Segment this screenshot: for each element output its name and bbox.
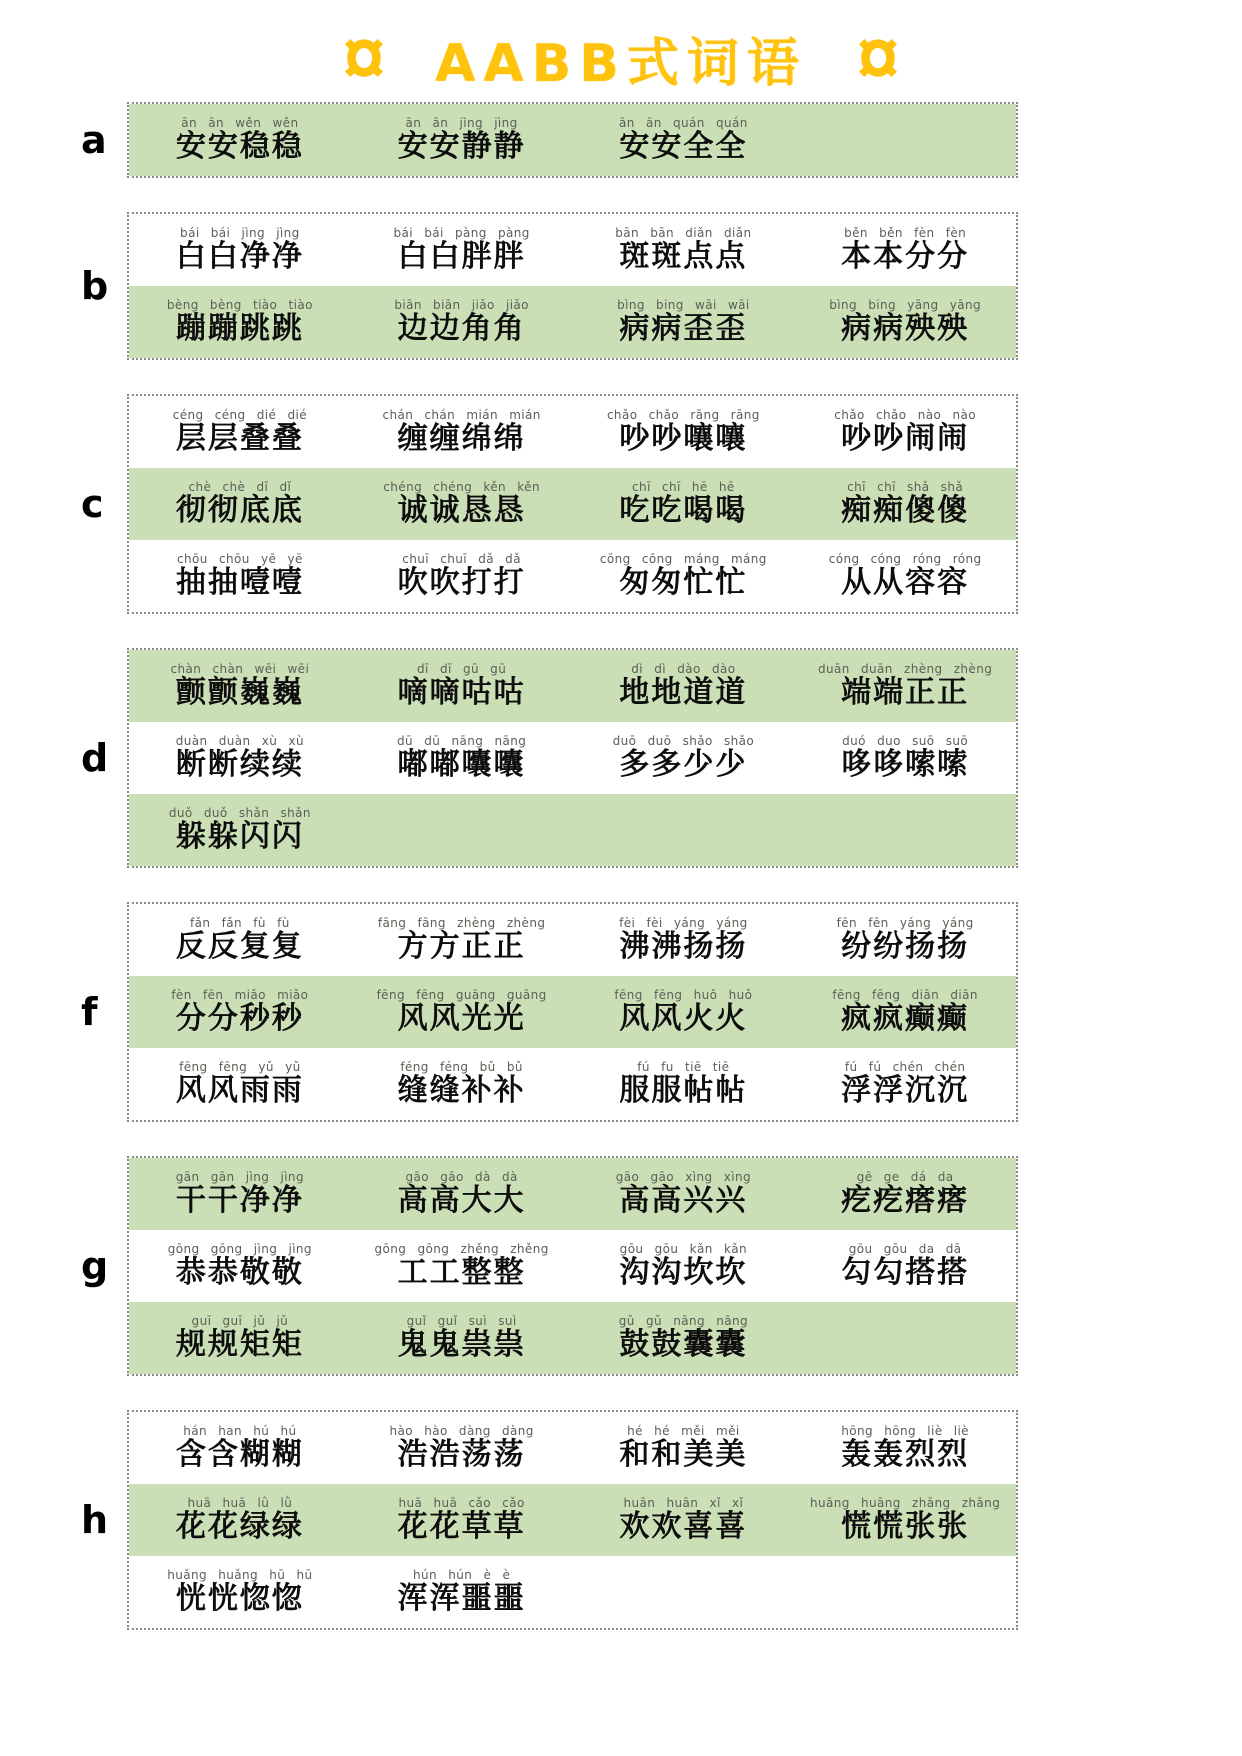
pinyin-label: hé hé měi měi xyxy=(627,1423,740,1438)
word-text: 浩浩荡荡 xyxy=(397,1436,526,1472)
word-text: 吃吃喝喝 xyxy=(619,492,748,528)
ring-burst-icon xyxy=(855,35,901,81)
word-cell xyxy=(573,989,795,1036)
section-label: a xyxy=(81,118,107,162)
word-text: 白白净净 xyxy=(175,238,304,274)
word-cell xyxy=(351,553,573,600)
word-text: 恭恭敬敬 xyxy=(175,1254,304,1290)
word-text: 边边角角 xyxy=(397,310,526,346)
section-label: c xyxy=(81,482,104,526)
word-row xyxy=(129,104,1016,176)
pinyin-label: gāo gāo xìng xìng xyxy=(615,1169,751,1184)
word-cell xyxy=(351,1569,573,1616)
word-cell xyxy=(129,1315,351,1362)
word-text: 含含糊糊 xyxy=(175,1436,304,1472)
pinyin-label: gōu gōu da dā xyxy=(848,1241,962,1256)
pinyin-label: bān bān diǎn diǎn xyxy=(615,225,752,240)
word-cell xyxy=(129,1497,351,1544)
pinyin-label: gōu gōu kǎn kǎn xyxy=(619,1241,748,1256)
word-cell xyxy=(351,227,573,274)
word-cell xyxy=(129,481,351,528)
word-cell xyxy=(794,917,1016,964)
word-cell xyxy=(794,409,1016,456)
word-text: 疯疯癫癫 xyxy=(841,1000,970,1036)
word-text: 断断续续 xyxy=(175,746,304,782)
word-row xyxy=(129,1484,1016,1556)
word-table xyxy=(81,102,1018,1630)
section-a xyxy=(81,102,1018,178)
word-cell xyxy=(129,117,351,164)
word-cell xyxy=(573,1425,795,1472)
word-cell xyxy=(129,989,351,1036)
word-cell xyxy=(573,735,795,782)
word-text: 地地道道 xyxy=(619,674,748,710)
word-text: 花花草草 xyxy=(397,1508,526,1544)
pinyin-label: duō duō shǎo shǎo xyxy=(612,733,755,748)
pinyin-label: chuī chuī dǎ dǎ xyxy=(402,551,521,566)
pinyin-label: bìng bing yāng yāng xyxy=(829,297,981,312)
word-cell xyxy=(351,409,573,456)
word-cell xyxy=(351,1243,573,1290)
pinyin-label: duǒ duǒ shǎn shǎn xyxy=(168,805,311,820)
word-cell xyxy=(129,807,351,854)
pinyin-label: fú fú chén chén xyxy=(844,1059,966,1074)
pinyin-label: bái bái pàng pàng xyxy=(393,225,530,240)
pinyin-label: guǐ guǐ suì suì xyxy=(406,1313,517,1328)
word-text: 方方正正 xyxy=(397,928,526,964)
pinyin-label: hún hún è è xyxy=(413,1567,511,1582)
word-cell xyxy=(129,917,351,964)
word-text: 本本分分 xyxy=(841,238,970,274)
page-header xyxy=(0,0,1242,94)
word-text: 疙疙瘩瘩 xyxy=(841,1182,970,1218)
pinyin-label: cōng cōng máng máng xyxy=(599,551,767,566)
word-text: 安安静静 xyxy=(397,128,526,164)
word-text: 抽抽噎噎 xyxy=(175,564,304,600)
pinyin-label: gē ge dá da xyxy=(856,1169,954,1184)
word-cell xyxy=(129,1243,351,1290)
word-cell xyxy=(573,553,795,600)
word-cell xyxy=(129,227,351,274)
pinyin-label: fǎn fǎn fù fù xyxy=(190,915,290,930)
ring-burst-icon xyxy=(341,35,387,81)
pinyin-label: huā huā cǎo cǎo xyxy=(398,1495,525,1510)
word-row xyxy=(129,1412,1016,1484)
pinyin-label: chōu chōu yē yē xyxy=(177,551,303,566)
word-text: 安安全全 xyxy=(619,128,748,164)
word-cell xyxy=(794,1497,1016,1544)
pinyin-label: guī guī jǔ jǔ xyxy=(191,1313,289,1328)
word-cell xyxy=(573,1171,795,1218)
word-cell xyxy=(129,299,351,346)
word-text: 高高大大 xyxy=(397,1182,526,1218)
section-label: d xyxy=(81,736,109,780)
section-label: b xyxy=(81,264,109,308)
word-text: 规规矩矩 xyxy=(175,1326,304,1362)
pinyin-label: céng céng dié dié xyxy=(172,407,308,422)
word-row xyxy=(129,794,1016,866)
word-row xyxy=(129,540,1016,612)
word-row xyxy=(129,1556,1016,1628)
pinyin-label: chàn chàn wēi wēi xyxy=(170,661,310,676)
word-row xyxy=(129,286,1016,358)
word-cell xyxy=(794,553,1016,600)
word-text: 诚诚恳恳 xyxy=(397,492,526,528)
word-row xyxy=(129,1158,1016,1230)
pinyin-label: běn běn fèn fèn xyxy=(844,225,967,240)
word-cell xyxy=(573,1061,795,1108)
word-text: 纷纷扬扬 xyxy=(841,928,970,964)
word-text: 鼓鼓囊囊 xyxy=(619,1326,748,1362)
word-cell xyxy=(573,917,795,964)
pinyin-label: gǔ gǔ nāng nāng xyxy=(618,1313,748,1328)
word-cell xyxy=(351,1315,573,1362)
section-g xyxy=(81,1156,1018,1376)
pinyin-label: hōng hōng liè liè xyxy=(841,1423,969,1438)
word-cell xyxy=(794,735,1016,782)
word-cell xyxy=(351,1497,573,1544)
word-text: 分分秒秒 xyxy=(175,1000,304,1036)
pinyin-label: gōng gōng jìng jìng xyxy=(167,1241,312,1256)
word-text: 吹吹打打 xyxy=(397,564,526,600)
word-row xyxy=(129,396,1016,468)
pinyin-label: dī dī gū gū xyxy=(417,661,507,676)
word-text: 颤颤巍巍 xyxy=(175,674,304,710)
section-h xyxy=(81,1410,1018,1630)
word-text: 嘟嘟囔囔 xyxy=(397,746,526,782)
pinyin-label: fāng fāng zhèng zhèng xyxy=(377,915,546,930)
word-row xyxy=(129,1302,1016,1374)
word-cell xyxy=(794,989,1016,1036)
pinyin-label: gōng gōng zhěng zhěng xyxy=(374,1241,549,1256)
pinyin-label: gān gān jìng jìng xyxy=(175,1169,304,1184)
word-text: 高高兴兴 xyxy=(619,1182,748,1218)
section-label: h xyxy=(81,1498,109,1542)
word-text: 风风光光 xyxy=(397,1000,526,1036)
word-cell xyxy=(351,1061,573,1108)
section-d xyxy=(81,648,1018,868)
section-c xyxy=(81,394,1018,614)
pinyin-label: duān duān zhèng zhèng xyxy=(818,661,993,676)
pinyin-label: hào hào dàng dàng xyxy=(389,1423,534,1438)
pinyin-label: chán chán mián mián xyxy=(382,407,541,422)
word-cell xyxy=(573,663,795,710)
pinyin-label: biān biān jiǎo jiǎo xyxy=(394,297,529,312)
pinyin-label: duó duo suō suō xyxy=(842,733,969,748)
word-text: 恍恍惚惚 xyxy=(175,1580,304,1616)
word-cell xyxy=(351,735,573,782)
word-row xyxy=(129,214,1016,286)
word-text: 白白胖胖 xyxy=(397,238,526,274)
word-cell xyxy=(351,663,573,710)
word-cell xyxy=(129,735,351,782)
pinyin-label: fú fu tiē tiē xyxy=(637,1059,730,1074)
word-cell xyxy=(129,1061,351,1108)
word-cell xyxy=(573,117,795,164)
pinyin-label: cóng cóng róng róng xyxy=(828,551,982,566)
pinyin-label: fēng fēng diān diān xyxy=(832,987,978,1002)
word-text: 服服帖帖 xyxy=(619,1072,748,1108)
word-text: 痴痴傻傻 xyxy=(841,492,970,528)
pinyin-label: ān ān quán quán xyxy=(619,115,748,130)
word-cell xyxy=(573,481,795,528)
word-row xyxy=(129,1048,1016,1120)
word-text: 彻彻底底 xyxy=(175,492,304,528)
word-text: 匆匆忙忙 xyxy=(619,564,748,600)
word-cell xyxy=(351,299,573,346)
word-cell xyxy=(794,1243,1016,1290)
word-cell xyxy=(129,553,351,600)
word-cell xyxy=(573,1497,795,1544)
page-title: AABB式词语 xyxy=(435,33,807,94)
word-cell xyxy=(794,1061,1016,1108)
word-cell xyxy=(573,409,795,456)
word-text: 从从容容 xyxy=(841,564,970,600)
pinyin-label: ān ān wěn wěn xyxy=(181,115,299,130)
pinyin-label: chī chī shǎ shǎ xyxy=(847,479,964,494)
word-cell xyxy=(794,663,1016,710)
section-b xyxy=(81,212,1018,360)
word-text: 勾勾搭搭 xyxy=(841,1254,970,1290)
pinyin-label: ān ān jìng jìng xyxy=(405,115,518,130)
word-cell xyxy=(351,117,573,164)
word-cell xyxy=(573,1315,795,1362)
word-cell xyxy=(351,1425,573,1472)
word-text: 缝缝补补 xyxy=(397,1072,526,1108)
pinyin-label: fēng fēng yǔ yǔ xyxy=(179,1059,301,1074)
word-text: 慌慌张张 xyxy=(841,1508,970,1544)
word-cell xyxy=(351,1171,573,1218)
word-text: 哆哆嗦嗦 xyxy=(841,746,970,782)
pinyin-label: duàn duàn xù xù xyxy=(175,733,304,748)
word-cell xyxy=(794,481,1016,528)
pinyin-label: hán han hú hú xyxy=(183,1423,297,1438)
pinyin-label: chéng chéng kěn kěn xyxy=(383,479,540,494)
word-text: 轰轰烈烈 xyxy=(841,1436,970,1472)
word-text: 层层叠叠 xyxy=(175,420,304,456)
word-text: 和和美美 xyxy=(619,1436,748,1472)
pinyin-label: huā huā lǜ lǜ xyxy=(187,1495,293,1510)
pinyin-label: fèn fēn miǎo miǎo xyxy=(171,987,309,1002)
pinyin-label: gāo gāo dà dà xyxy=(405,1169,518,1184)
word-cell xyxy=(794,227,1016,274)
word-row xyxy=(129,904,1016,976)
word-text: 浑浑噩噩 xyxy=(397,1580,526,1616)
word-text: 端端正正 xyxy=(841,674,970,710)
word-text: 安安稳稳 xyxy=(175,128,304,164)
section-f xyxy=(81,902,1018,1122)
pinyin-label: fèi fèi yáng yáng xyxy=(619,915,748,930)
pinyin-label: dū dū nāng nāng xyxy=(396,733,527,748)
pinyin-label: chè chè dǐ dǐ xyxy=(188,479,292,494)
word-text: 蹦蹦跳跳 xyxy=(175,310,304,346)
word-cell xyxy=(794,1171,1016,1218)
pinyin-label: fēng fēng guāng guāng xyxy=(376,987,547,1002)
word-text: 风风火火 xyxy=(619,1000,748,1036)
word-text: 吵吵闹闹 xyxy=(841,420,970,456)
word-cell xyxy=(573,299,795,346)
word-row xyxy=(129,650,1016,722)
word-text: 嘀嘀咕咕 xyxy=(397,674,526,710)
word-cell xyxy=(351,989,573,1036)
word-cell xyxy=(129,409,351,456)
word-text: 鬼鬼祟祟 xyxy=(397,1326,526,1362)
word-text: 病病殃殃 xyxy=(841,310,970,346)
word-cell xyxy=(794,299,1016,346)
section-label: f xyxy=(81,990,98,1034)
pinyin-label: dì dì dào dào xyxy=(631,661,736,676)
pinyin-label: chī chī hē hē xyxy=(632,479,735,494)
word-text: 沟沟坎坎 xyxy=(619,1254,748,1290)
word-text: 浮浮沉沉 xyxy=(841,1072,970,1108)
section-label: g xyxy=(81,1244,109,1288)
word-cell xyxy=(351,917,573,964)
word-text: 缠缠绵绵 xyxy=(397,420,526,456)
pinyin-label: bái bái jìng jìng xyxy=(180,225,300,240)
pinyin-label: bìng bing wāi wāi xyxy=(617,297,750,312)
word-text: 风风雨雨 xyxy=(175,1072,304,1108)
word-text: 吵吵嚷嚷 xyxy=(619,420,748,456)
word-cell xyxy=(129,663,351,710)
pinyin-label: fēng fēng huǒ huǒ xyxy=(614,987,753,1002)
pinyin-label: féng féng bǔ bǔ xyxy=(400,1059,523,1074)
pinyin-label: bèng bèng tiào tiào xyxy=(166,297,313,312)
word-text: 沸沸扬扬 xyxy=(619,928,748,964)
word-cell xyxy=(794,1425,1016,1472)
word-cell xyxy=(129,1569,351,1616)
word-text: 工工整整 xyxy=(397,1254,526,1290)
word-cell xyxy=(129,1171,351,1218)
word-text: 反反复复 xyxy=(175,928,304,964)
word-text: 欢欢喜喜 xyxy=(619,1508,748,1544)
word-row xyxy=(129,722,1016,794)
pinyin-label: chǎo chǎo nào nào xyxy=(834,407,976,422)
word-row xyxy=(129,1230,1016,1302)
word-cell xyxy=(351,481,573,528)
pinyin-label: fēn fēn yáng yáng xyxy=(836,915,974,930)
word-cell xyxy=(129,1425,351,1472)
pinyin-label: huǎng huǎng hū hū xyxy=(167,1567,313,1582)
word-text: 斑斑点点 xyxy=(619,238,748,274)
word-text: 病病歪歪 xyxy=(619,310,748,346)
pinyin-label: huān huān xǐ xǐ xyxy=(623,1495,744,1510)
pinyin-label: huāng huāng zhāng zhāng xyxy=(810,1495,1001,1510)
word-row xyxy=(129,976,1016,1048)
word-text: 多多少少 xyxy=(619,746,748,782)
word-row xyxy=(129,468,1016,540)
pinyin-label: chǎo chǎo rāng rāng xyxy=(606,407,760,422)
word-text: 花花绿绿 xyxy=(175,1508,304,1544)
word-cell xyxy=(573,227,795,274)
word-text: 躲躲闪闪 xyxy=(175,818,304,854)
word-text: 干干净净 xyxy=(175,1182,304,1218)
word-cell xyxy=(573,1243,795,1290)
